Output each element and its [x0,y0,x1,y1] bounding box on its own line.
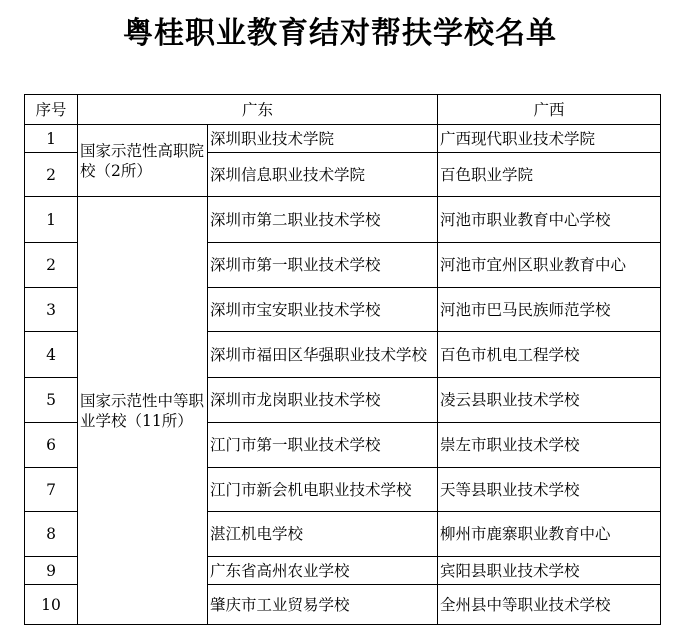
row-num: 2 [25,243,78,288]
row-num: 8 [25,512,78,557]
row-num: 1 [25,125,78,153]
guangxi-school: 全州县中等职业技术学校 [438,585,661,625]
guangdong-school: 江门市新会机电职业技术学校 [208,468,438,512]
guangdong-school: 深圳职业技术学院 [208,125,438,153]
row-num: 4 [25,332,78,378]
header-guangxi: 广西 [438,95,661,125]
table-row [25,125,661,153]
guangxi-school: 柳州市鹿寨职业教育中心 [438,512,661,557]
guangdong-school: 深圳市福田区华强职业技术学校 [208,332,438,378]
guangxi-school: 崇左市职业技术学校 [438,423,661,468]
header-guangdong: 广东 [78,95,438,125]
row-num: 6 [25,423,78,468]
school-pairing-table [24,94,661,625]
guangxi-school: 凌云县职业技术学校 [438,378,661,423]
guangdong-school: 广东省高州农业学校 [208,557,438,585]
guangdong-school: 肇庆市工业贸易学校 [208,585,438,625]
row-num: 2 [25,153,78,197]
row-num: 1 [25,197,78,243]
row-num: 5 [25,378,78,423]
guangxi-school: 河池市巴马民族师范学校 [438,288,661,332]
header-num: 序号 [25,95,78,125]
row-num: 10 [25,585,78,625]
guangxi-school: 宾阳县职业技术学校 [438,557,661,585]
guangxi-school: 河池市职业教育中心学校 [438,197,661,243]
table-header-row [25,95,661,125]
guangdong-school: 深圳市宝安职业技术学校 [208,288,438,332]
guangxi-school: 河池市宜州区职业教育中心 [438,243,661,288]
row-num: 3 [25,288,78,332]
guangxi-school: 广西现代职业技术学院 [438,125,661,153]
row-num: 9 [25,557,78,585]
guangxi-school: 百色职业学院 [438,153,661,197]
guangxi-school: 天等县职业技术学校 [438,468,661,512]
guangdong-school: 江门市第一职业技术学校 [208,423,438,468]
guangdong-school: 湛江机电学校 [208,512,438,557]
guangdong-school: 深圳市龙岗职业技术学校 [208,378,438,423]
page-title: 粤桂职业教育结对帮扶学校名单 [123,16,557,51]
row-num: 7 [25,468,78,512]
guangdong-school: 深圳信息职业技术学院 [208,153,438,197]
table-row [25,197,661,243]
guangdong-school: 深圳市第一职业技术学校 [208,243,438,288]
guangdong-school: 深圳市第二职业技术学校 [208,197,438,243]
category-cell: 国家示范性高职院校（2所） [78,125,208,197]
guangxi-school: 百色市机电工程学校 [438,332,661,378]
category-cell: 国家示范性中等职业学校（11所） [78,197,208,625]
